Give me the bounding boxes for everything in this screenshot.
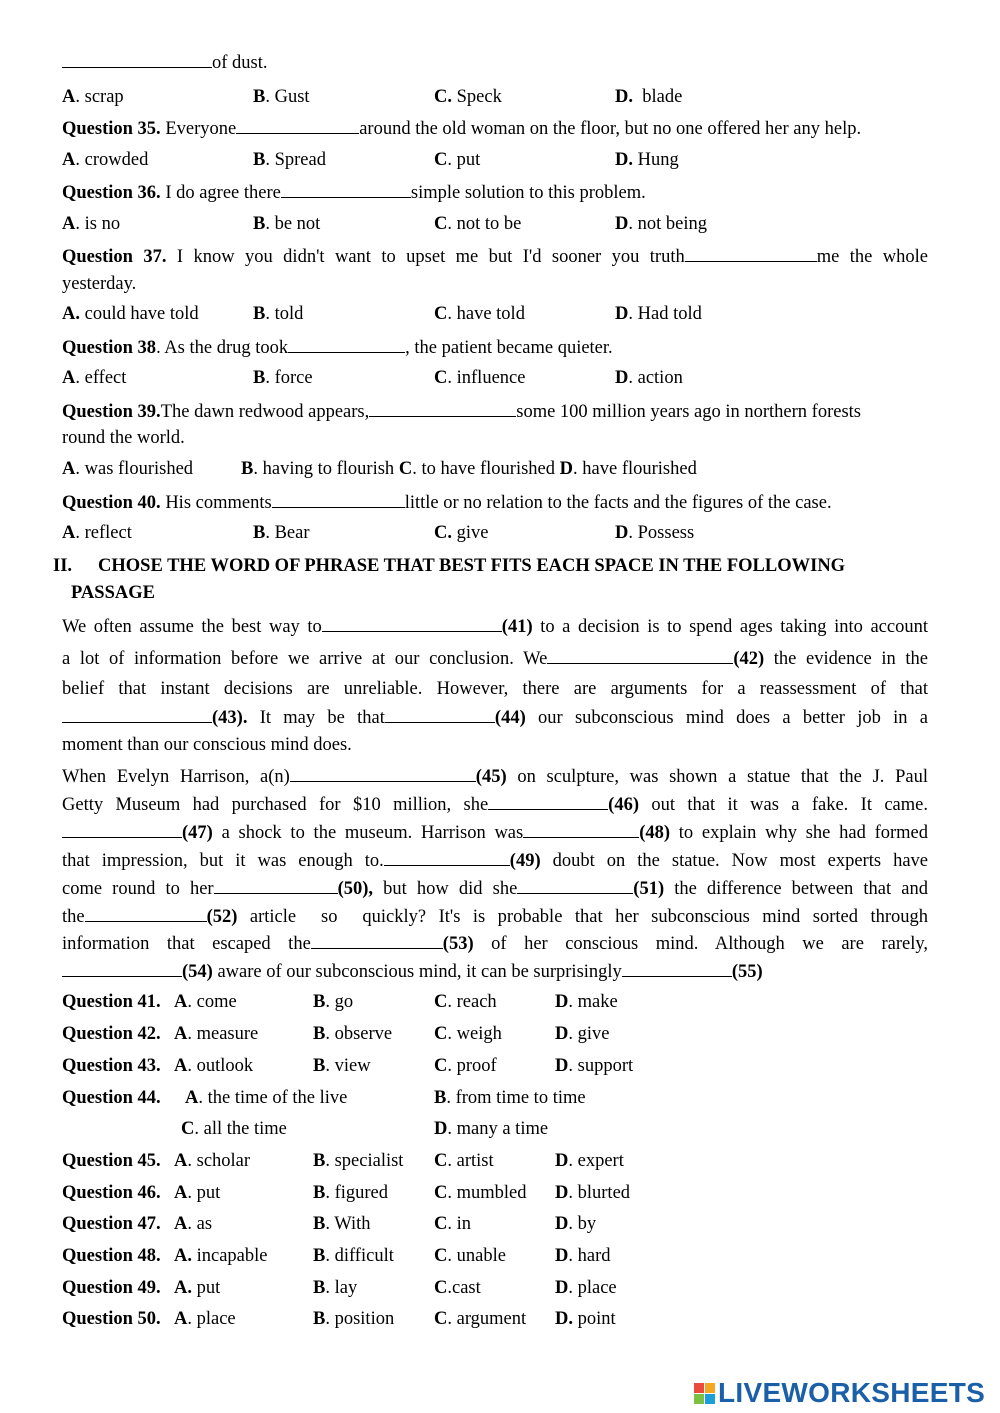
question-39: Question 39.The dawn redwood appears, some 100 million years ago in northern forests bbox=[62, 399, 861, 424]
q38-option-a[interactable]: A. effect bbox=[62, 368, 127, 388]
q41-option-c[interactable]: C. reach bbox=[434, 992, 497, 1012]
answer-blank[interactable] bbox=[281, 180, 411, 198]
q35-option-c[interactable]: C. put bbox=[434, 150, 481, 170]
passage-line-10: come round to her (50), but how did she (51) the difference between that and bbox=[62, 876, 928, 901]
blank-41[interactable] bbox=[322, 614, 502, 632]
blank-45[interactable] bbox=[290, 764, 476, 782]
q39-option-c[interactable]: C. to have flourished bbox=[398, 459, 560, 479]
q44-option-b[interactable]: B. from time to time bbox=[434, 1088, 586, 1108]
section-heading-cont: PASSAGE bbox=[71, 583, 155, 603]
q36-option-c[interactable]: C. not to be bbox=[434, 214, 522, 234]
blank-42[interactable] bbox=[547, 646, 733, 664]
question-35: Question 35. Everyone around the old woman on the floor, but no one offered her any help. bbox=[62, 116, 861, 141]
q42-option-c[interactable]: C. weigh bbox=[434, 1024, 502, 1044]
q47-option-c[interactable]: C. in bbox=[434, 1214, 472, 1234]
q36-option-d[interactable]: D. not being bbox=[615, 214, 707, 234]
q47-option-a[interactable]: A. as bbox=[174, 1214, 213, 1234]
q34-option-d[interactable]: D. blade bbox=[615, 87, 683, 107]
q42-option-d[interactable]: D. give bbox=[555, 1024, 610, 1044]
q50-option-d[interactable]: D. point bbox=[555, 1309, 616, 1329]
passage-line-9: that impression, but it was enough to. (49) doubt on the statue. Now most experts have bbox=[62, 848, 928, 873]
question-42-label: Question 42. bbox=[62, 1024, 161, 1044]
question-46-label: Question 46. bbox=[62, 1183, 161, 1203]
question-38: Question 38. As the drug took , the patient became quieter. bbox=[62, 335, 613, 360]
q50-option-a[interactable]: A. place bbox=[174, 1309, 236, 1329]
q49-option-b[interactable]: B. lay bbox=[313, 1278, 358, 1298]
q41-option-d[interactable]: D. make bbox=[555, 992, 618, 1012]
q48-option-b[interactable]: B. difficult bbox=[313, 1246, 394, 1266]
logo-grid-icon bbox=[694, 1383, 715, 1404]
q49-option-d[interactable]: D. place bbox=[555, 1278, 617, 1298]
q50-option-c[interactable]: C. argument bbox=[434, 1309, 527, 1329]
question-43-label: Question 43. bbox=[62, 1056, 161, 1076]
q35-option-a[interactable]: A. crowded bbox=[62, 150, 149, 170]
q44-option-a[interactable]: A. the time of the live bbox=[185, 1088, 348, 1108]
question-37: Question 37. I know you didn't want to upset me but I'd sooner you truth me the whole bbox=[62, 244, 928, 269]
q48-option-c[interactable]: C. unable bbox=[434, 1246, 506, 1266]
question-45-label: Question 45. bbox=[62, 1151, 161, 1171]
q48-option-d[interactable]: D. hard bbox=[555, 1246, 611, 1266]
q36-option-a[interactable]: A. is no bbox=[62, 214, 121, 234]
q38-option-b[interactable]: B. force bbox=[253, 368, 313, 388]
q37-option-b[interactable]: B. told bbox=[253, 304, 304, 324]
question-36: Question 36. I do agree there simple solution to this problem. bbox=[62, 180, 646, 205]
q45-option-b[interactable]: B. specialist bbox=[313, 1151, 404, 1171]
q44-option-c[interactable]: C. all the time bbox=[181, 1119, 287, 1139]
q46-option-c[interactable]: C. mumbled bbox=[434, 1183, 527, 1203]
q40-option-d[interactable]: D. Possess bbox=[615, 523, 695, 543]
blank-55[interactable] bbox=[622, 959, 732, 977]
blank-44[interactable] bbox=[385, 705, 495, 723]
q34-option-c[interactable]: C. Speck bbox=[434, 87, 502, 107]
q47-option-b[interactable]: B. With bbox=[313, 1214, 371, 1234]
q38-option-c[interactable]: C. influence bbox=[434, 368, 526, 388]
q46-option-a[interactable]: A. put bbox=[174, 1183, 221, 1203]
q45-option-a[interactable]: A. scholar bbox=[174, 1151, 251, 1171]
question-44-label: Question 44. bbox=[62, 1088, 161, 1108]
q35-option-b[interactable]: B. Spread bbox=[253, 150, 326, 170]
q50-option-b[interactable]: B. position bbox=[313, 1309, 395, 1329]
blank-43[interactable] bbox=[62, 705, 212, 723]
q45-option-d[interactable]: D. expert bbox=[555, 1151, 624, 1171]
q36-option-b[interactable]: B. be not bbox=[253, 214, 321, 234]
passage-line-12: information that escaped the (53) of her conscious mind. Although we are rarely, bbox=[62, 931, 928, 956]
q49-option-c[interactable]: C.cast bbox=[434, 1278, 481, 1298]
q43-option-b[interactable]: B. view bbox=[313, 1056, 371, 1076]
q39-option-a[interactable]: A. was flourished bbox=[62, 459, 194, 479]
blank-48[interactable] bbox=[523, 820, 639, 838]
answer-blank[interactable] bbox=[369, 399, 516, 417]
q46-option-b[interactable]: B. figured bbox=[313, 1183, 389, 1203]
q41-option-a[interactable]: A. come bbox=[174, 992, 237, 1012]
q37-option-c[interactable]: C. have told bbox=[434, 304, 525, 324]
q35-option-d[interactable]: D. Hung bbox=[615, 150, 679, 170]
blank-53[interactable] bbox=[311, 931, 443, 949]
q42-option-a[interactable]: A. measure bbox=[174, 1024, 259, 1044]
blank-50[interactable] bbox=[214, 876, 338, 894]
blank-47[interactable] bbox=[62, 820, 182, 838]
passage-line-7: Getty Museum had purchased for $10 million, she (46) out that it was a fake. It came. bbox=[62, 792, 928, 817]
q37-option-d[interactable]: D. Had told bbox=[615, 304, 702, 324]
passage-line-8: (47) a shock to the museum. Harrison was (48) to explain why she had formed bbox=[62, 820, 928, 845]
passage-line-3: belief that instant decisions are unreliable. However, there are arguments for a reassessment of that bbox=[62, 679, 928, 699]
q43-option-c[interactable]: C. proof bbox=[434, 1056, 497, 1076]
q39-options bbox=[62, 457, 697, 481]
question-37-cont: yesterday. bbox=[62, 274, 137, 294]
q34-tail: of dust. bbox=[62, 50, 268, 75]
passage-line-2: a lot of information before we arrive at our conclusion. We (42) the evidence in the bbox=[62, 646, 928, 671]
question-49-label: Question 49. bbox=[62, 1278, 161, 1298]
answer-blank[interactable] bbox=[62, 50, 212, 68]
q47-option-d[interactable]: D. by bbox=[555, 1214, 597, 1234]
q45-option-c[interactable]: C. artist bbox=[434, 1151, 494, 1171]
q38-option-d[interactable]: D. action bbox=[615, 368, 683, 388]
logo-text: LIVEWORKSHEETS bbox=[718, 1377, 986, 1408]
q39-option-b[interactable]: B. having to flourish bbox=[241, 459, 399, 479]
blank-49[interactable] bbox=[384, 848, 510, 866]
q34-option-b[interactable]: B. Gust bbox=[253, 87, 310, 107]
passage-line-5: moment than our conscious mind does. bbox=[62, 735, 352, 755]
question-39-cont: round the world. bbox=[62, 428, 185, 448]
q49-option-a[interactable]: A. put bbox=[174, 1278, 221, 1298]
section-heading: II. CHOSE THE WORD OF PHRASE THAT BEST FITS EACH SPACE IN THE FOLLOWING bbox=[53, 556, 846, 576]
q46-option-d[interactable]: D. blurted bbox=[555, 1183, 631, 1203]
q40-option-b[interactable]: B. Bear bbox=[253, 523, 310, 543]
q41-option-b[interactable]: B. go bbox=[313, 992, 354, 1012]
q44-option-d[interactable]: D. many a time bbox=[434, 1119, 549, 1139]
passage-line-13: (54) aware of our subconscious mind, it can be surprisingly (55) bbox=[62, 959, 763, 984]
liveworksheets-logo[interactable] bbox=[694, 1376, 985, 1410]
blank-46[interactable] bbox=[488, 792, 608, 810]
answer-blank[interactable] bbox=[685, 244, 817, 262]
q48-option-a[interactable]: A. incapable bbox=[174, 1246, 268, 1266]
answer-blank[interactable] bbox=[236, 116, 359, 134]
blank-54[interactable] bbox=[62, 959, 182, 977]
blank-52[interactable] bbox=[85, 904, 207, 922]
q40-option-c[interactable]: C. give bbox=[434, 523, 489, 543]
q37-option-a[interactable]: A. could have told bbox=[62, 304, 199, 324]
question-48-label: Question 48. bbox=[62, 1246, 161, 1266]
q43-option-a[interactable]: A. outlook bbox=[174, 1056, 254, 1076]
question-41-label: Question 41. bbox=[62, 992, 161, 1012]
q39-option-d[interactable]: D. have flourished bbox=[559, 459, 697, 479]
q34-option-a[interactable]: A. scrap bbox=[62, 87, 124, 107]
passage-line-1: We often assume the best way to (41) to a decision is to spend ages taking into account bbox=[62, 614, 928, 639]
q43-option-d[interactable]: D. support bbox=[555, 1056, 634, 1076]
passage-line-11: the (52) article so quickly? It's is probable that her subconscious mind sorted through bbox=[62, 904, 928, 929]
answer-blank[interactable] bbox=[288, 335, 405, 353]
answer-blank[interactable] bbox=[272, 490, 405, 508]
passage-line-4: (43). It may be that (44) our subconscious mind does a better job in a bbox=[62, 705, 928, 730]
q40-option-a[interactable]: A. reflect bbox=[62, 523, 132, 543]
blank-51[interactable] bbox=[517, 876, 633, 894]
question-47-label: Question 47. bbox=[62, 1214, 161, 1234]
passage-line-6: When Evelyn Harrison, a(n) (45) on sculpture, was shown a statue that the J. Paul bbox=[62, 764, 928, 789]
question-50-label: Question 50. bbox=[62, 1309, 161, 1329]
q42-option-b[interactable]: B. observe bbox=[313, 1024, 393, 1044]
question-40: Question 40. His comments little or no relation to the facts and the figures of the case. bbox=[62, 490, 832, 515]
